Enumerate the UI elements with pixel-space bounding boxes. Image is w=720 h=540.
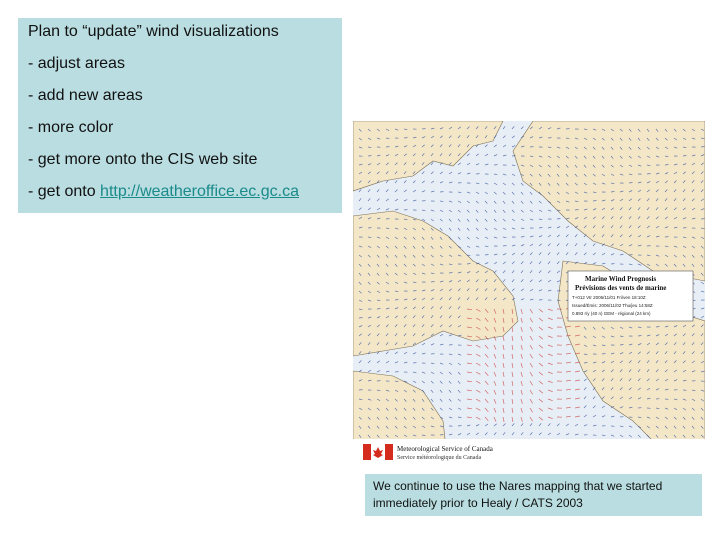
wind-arrow [620,345,624,346]
wind-arrow [458,426,462,427]
legend-title-en: Marine Wind Prognosis [585,275,657,283]
wind-arrow [665,165,669,166]
wind-arrow [656,327,660,328]
wind-arrow [359,318,363,319]
notes-item: - get more onto the CIS web site [28,151,258,168]
wind-arrow [503,246,507,247]
map-caption: We continue to use the Nares mapping that we started immediately prior to Healy / CATS 2003 [365,474,702,516]
wind-arrow [593,201,597,202]
wind-arrow [629,183,633,184]
wind-arrow [467,264,471,265]
agency-name-fr: Service météorologique du Canada [397,455,482,461]
legend-line: T+012 Vtr 2006/11/01 Fri/ven 18:10Z [572,295,646,300]
wind-arrow [701,147,705,148]
wind-arrow [683,156,687,157]
wind-arrow [638,336,642,337]
canada-flag-icon [363,444,393,460]
wind-arrow [557,219,561,220]
wind-arrow [413,291,417,292]
wind-arrow [602,354,606,355]
wind-arrow [584,363,588,364]
agency-name-en: Meteorological Service of Canada [397,445,493,453]
wind-arrow [611,192,615,193]
map-legend [568,271,693,321]
wind-arrow [377,309,381,310]
notes-item: - adjust areas [28,55,125,72]
link-prefix: - get onto [28,183,101,200]
notes-item: - add new areas [28,87,143,104]
notes-heading: Plan to “update” wind visualizations [28,23,279,40]
wind-arrow [521,237,525,238]
wind-arrow [431,282,435,283]
agency-footer [353,439,705,466]
wind-arrow [485,255,489,256]
legend-title-fr: Prévisions des vents de marine [575,284,667,292]
legend-line: Issued/Émis: 2006/11/02 Thu/jeu 14:58Z [572,303,653,308]
wind-map [353,121,705,466]
wind-arrow [647,174,651,175]
wind-arrow [575,210,579,211]
legend-line: 0.893 r/y (40 n) GEM - régional (24 km) [572,311,651,316]
wind-arrow [539,228,543,229]
wind-map-svg [353,121,705,466]
notes-item: - more color [28,119,114,136]
wind-arrow [395,300,399,301]
notes-item-link-line [28,184,342,200]
wind-arrow [440,435,444,436]
notes-box [18,18,342,213]
weatheroffice-link[interactable]: http://weatheroffice.ec.gc.ca [100,183,299,200]
wind-arrow [449,273,453,274]
